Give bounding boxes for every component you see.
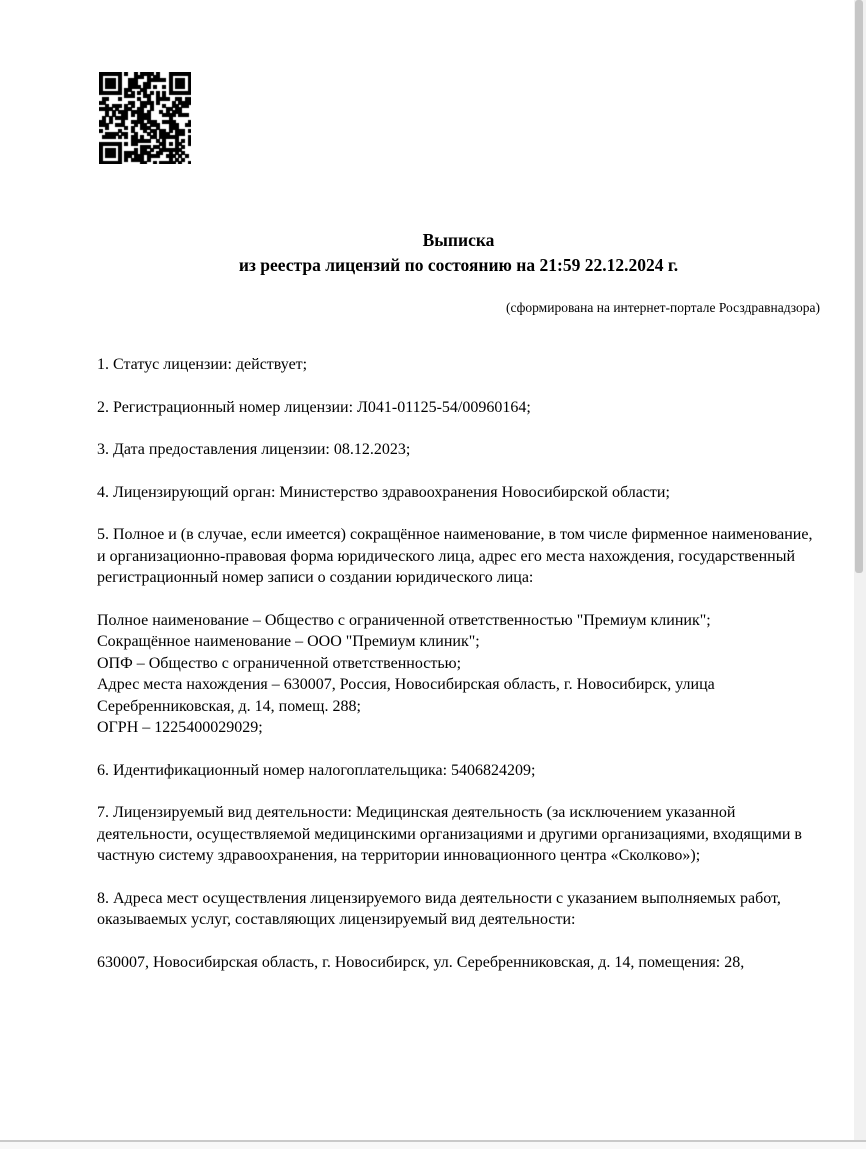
vertical-scrollbar[interactable] (854, 0, 866, 1140)
paragraph-grant-date: 3. Дата предоставления лицензии: 08.12.2023; (97, 441, 411, 458)
paragraph-opf: ОПФ – Общество с ограниченной ответственностью; (97, 654, 462, 672)
paragraph-ogrn: ОГРН – 1225400029029; (97, 719, 263, 736)
paragraph-license-status: 1. Статус лицензии: действует; (97, 356, 308, 373)
document-title-line1: Выписка (422, 230, 495, 250)
paragraph-licensing-authority: 4. Лицензирующий орган: Министерство здравоохранения Новосибирской области; (97, 483, 670, 501)
qr-code-icon (99, 72, 191, 164)
page-bottom-edge (0, 1140, 866, 1149)
paragraph-entity-intro: 5. Полное и (в случае, если имеется) сокращённое наименование, в том числе фирменное наименование, и организационно-правовая форма юридического лица, адрес его места нахождения, государственный регистрационный номер записи о создании юридического лица: (97, 526, 813, 586)
paragraph-address: Адрес места нахождения – 630007, Россия, Новосибирская область, г. Новосибирск, улица Серебренниковская, д. 14, помещ. 288; (97, 676, 715, 715)
document-body (97, 354, 820, 973)
paragraph-full-name: Полное наименование – Общество с ограниченной ответственностью "Премиум клиник"; (97, 611, 711, 629)
paragraph-activity-address: 630007, Новосибирская область, г. Новосибирск, ул. Серебренниковская, д. 14, помещения: 28, (97, 953, 745, 971)
paragraph-registration-number: 2. Регистрационный номер лицензии: Л041-01125-54/00960164; (97, 398, 531, 416)
document-title-line2: из реестра лицензий по состоянию на 21:59 22.12.2024 г. (238, 255, 679, 275)
paragraph-inn: 6. Идентификационный номер налогоплательщика: 5406824209; (97, 761, 536, 779)
paragraph-short-name: Сокращённое наименование – ООО "Премиум клиник"; (97, 633, 480, 650)
document-subtitle: (сформирована на интернет-портале Росздравнадзора) (505, 300, 820, 315)
page-content (0, 72, 820, 973)
document-title (97, 228, 820, 278)
scrollbar-thumb[interactable] (855, 0, 863, 573)
paragraph-activity-addresses-intro: 8. Адреса мест осуществления лицензируемого вида деятельности с указанием выполняемых работ, оказываемых услуг, составляющих лицензируемый вид деятельности: (97, 889, 781, 928)
paragraph-activity-type: 7. Лицензируемый вид деятельности: Медицинская деятельность (за исключением указанной деятельности, осуществляемой медицинскими организациями и другими организациями, входящими в частную систему здравоохранения, на территории инновационного центра «Сколково»); (97, 804, 802, 864)
